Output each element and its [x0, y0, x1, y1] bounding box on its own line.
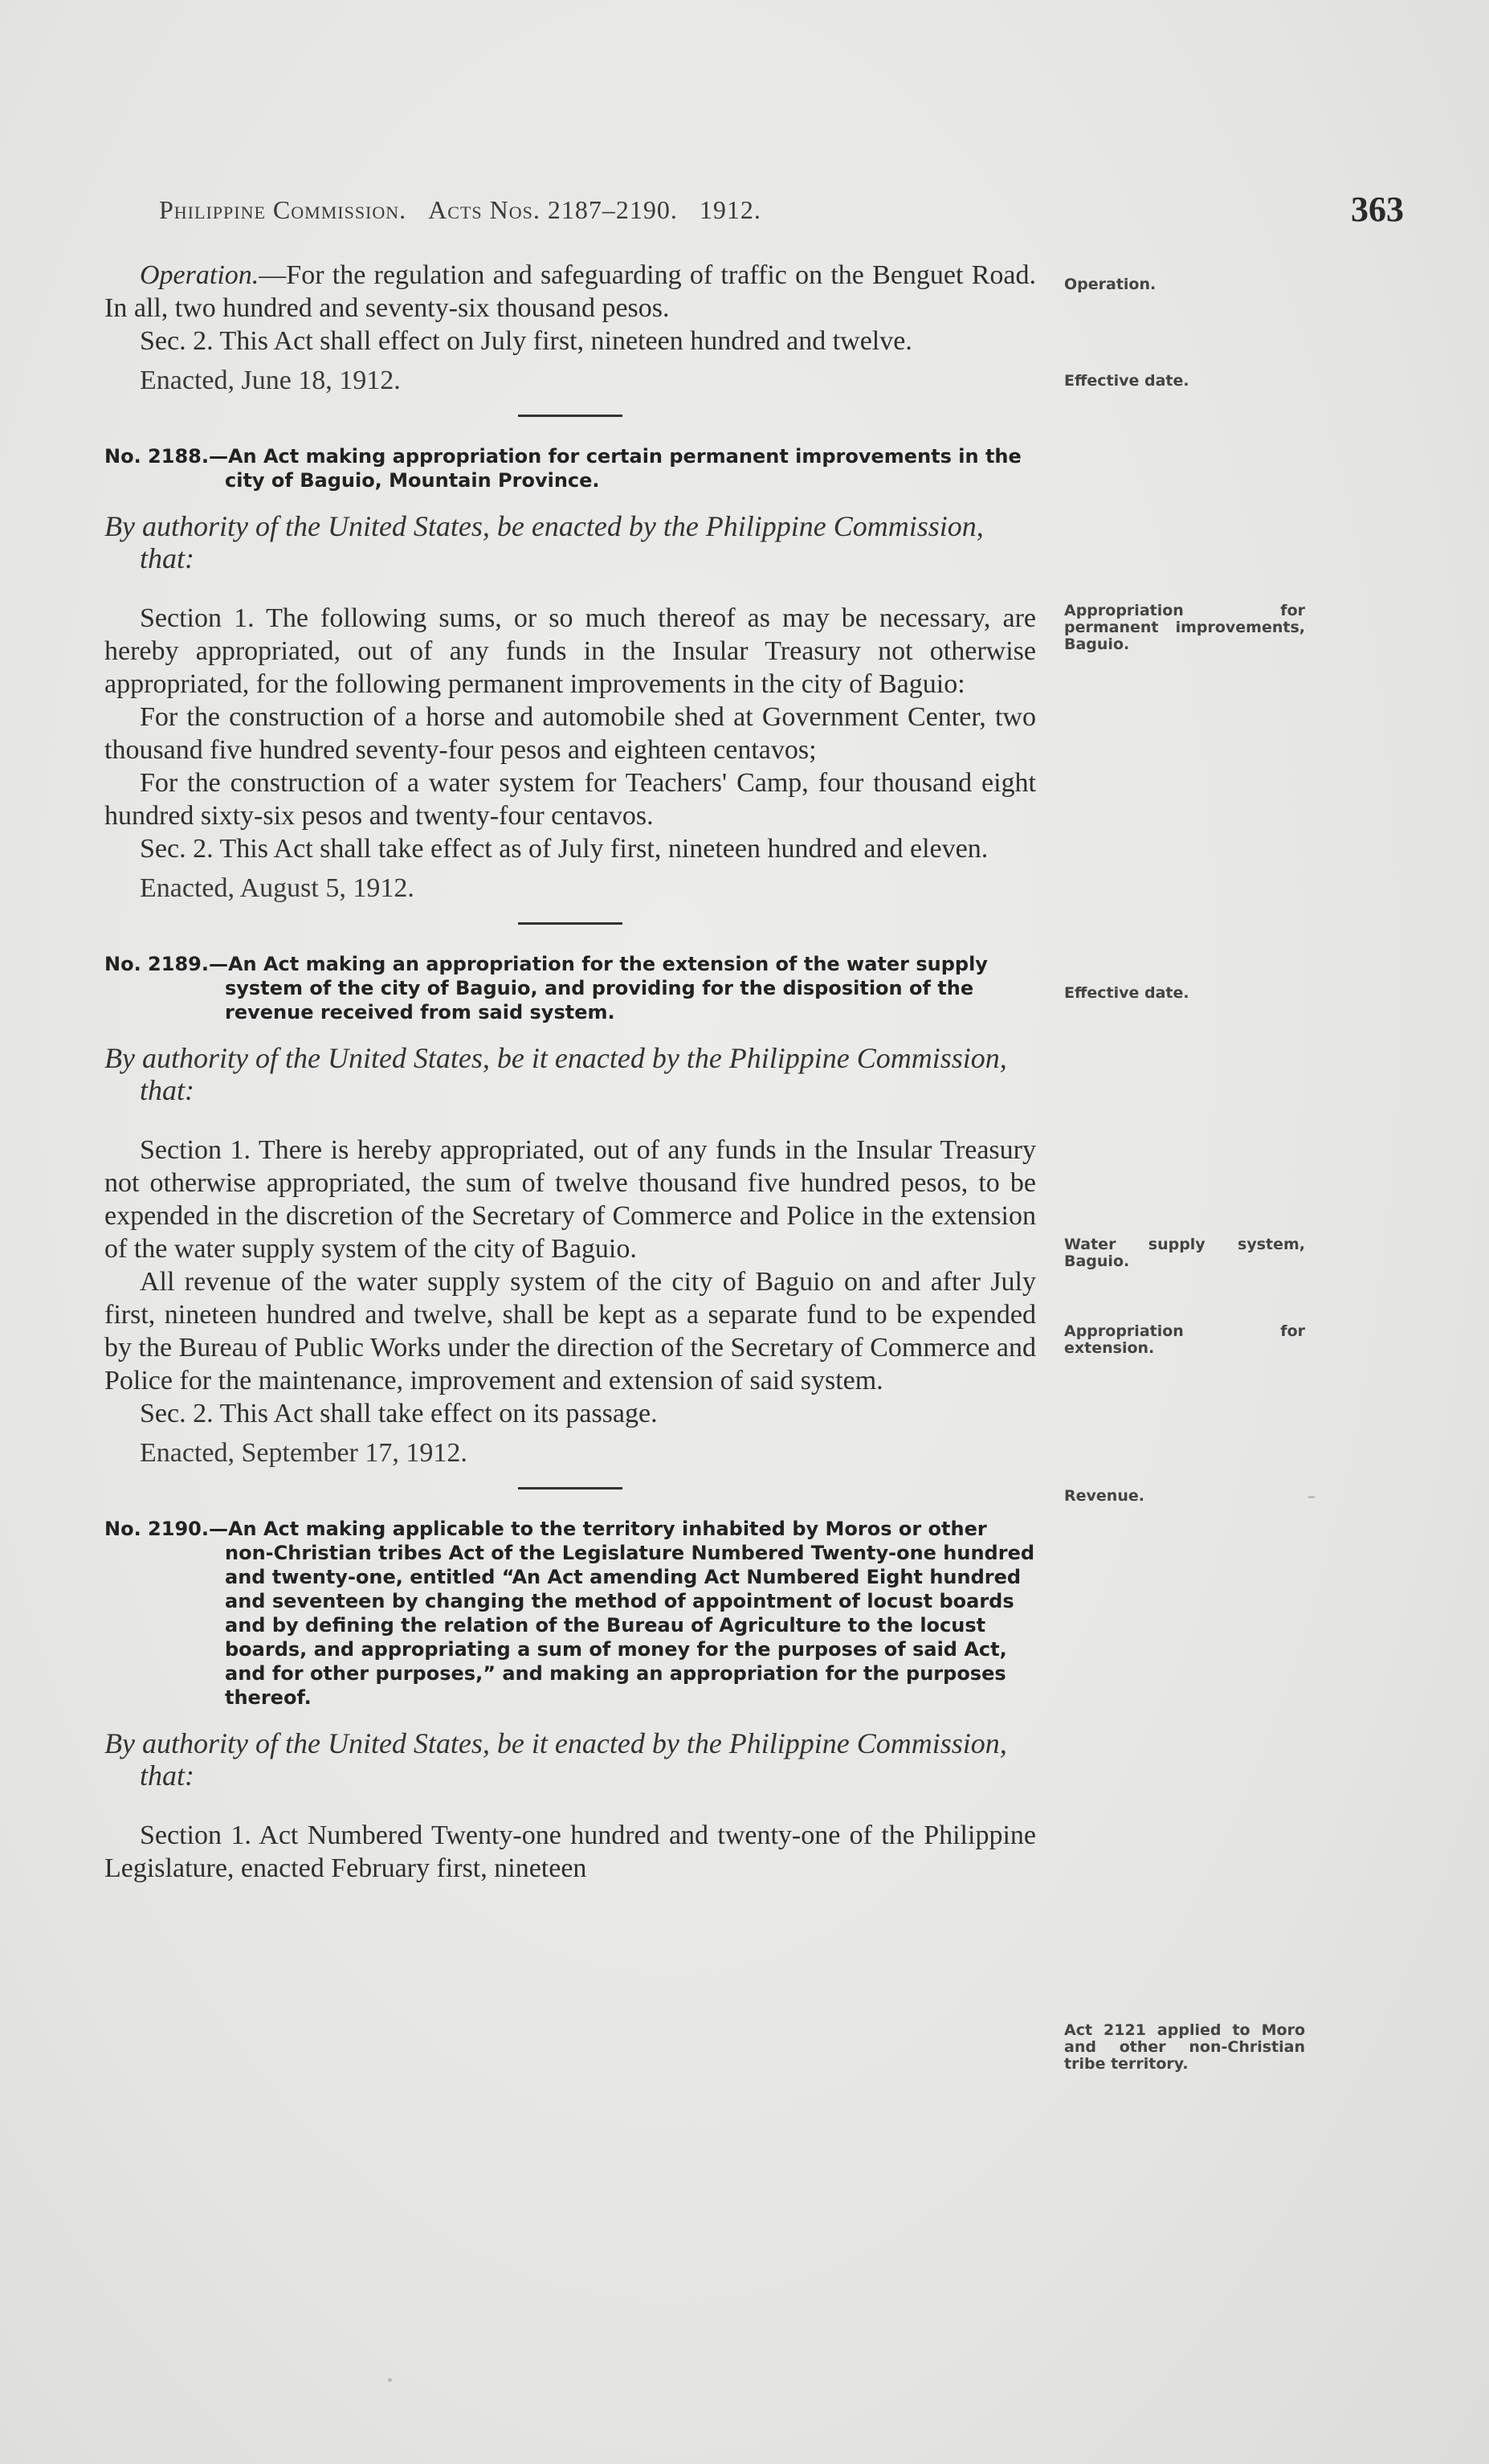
act-2188-item-2: For the construction of a water system for Teachers' Camp, four thousand eight hundred sixty-six pesos and twenty-four centavos. [104, 768, 1036, 831]
act-2189-revenue: All revenue of the water supply system of the city of Baguio on and after July first, nineteen hundred and twelve, shall be kept as a separate fund to be expended by the Bureau of Public Works under the direction of the Secretary of Commerce and Police for the maintenance, improvement and extension of said system. [104, 1267, 1036, 1395]
running-head-commission: Philippine Commission. [159, 195, 407, 224]
act-2189-title-text: —An Act making an appropriation for the extension of the water supply system of the city of Baguio, and providing for the disposition of the revenue received from said system. [208, 953, 988, 1024]
main-text [104, 259, 1036, 1885]
note-act-2121: Act 2121 applied to Moro and other non-Christian tribe territory. [1064, 2021, 1305, 2073]
act-2188-authority: By authority of the United States, be enacted by the Philippine Commission, that: [104, 510, 984, 574]
running-head [159, 195, 761, 225]
act-2188-title [104, 444, 1036, 492]
section-2-paragraph: Sec. 2. This Act shall effect on July first, nineteen hundred and twelve. [140, 326, 912, 356]
act-2188-section-2: Sec. 2. This Act shall take effect as of July first, nineteen hundred and eleven. [140, 834, 989, 864]
operation-label: Operation. [140, 260, 259, 290]
page-header [159, 189, 1404, 237]
act-2189-enacted: Enacted, September 17, 1912. [140, 1438, 467, 1468]
act-2189-authority: By authority of the United States, be it enacted by the Philippine Commission, that: [104, 1042, 1007, 1106]
operation-paragraph [104, 259, 1036, 325]
running-head-acts: Acts Nos. 2187–2190. [428, 195, 678, 224]
note-appropriation-baguio: Appropriation for permanent improvements, Baguio. [1064, 602, 1305, 653]
act-2190-authority: By authority of the United States, be it enacted by the Philippine Commission, that: [104, 1727, 1007, 1792]
page-number: 363 [1351, 190, 1404, 229]
enacted-date: Enacted, June 18, 1912. [140, 366, 401, 395]
scan-speck [388, 2378, 392, 2382]
note-revenue: Revenue. [1064, 1487, 1144, 1505]
operation-rest: —For the regulation and safeguarding of traffic on the Benguet Road. In all, two hundred and seventy-six thousand pesos. [104, 260, 1036, 323]
act-2189-section-1: Section 1. There is hereby appropriated, out of any funds in the Insular Treasury not otherwise appropriated, the sum of twelve thousand five hundred pesos, to be expended in the discretion of the Secretary of Commerce and Police in the extension of the water supply system of the city of Baguio. [104, 1135, 1036, 1264]
running-head-year: 1912. [699, 195, 761, 224]
act-2190-number: No. 2190. [104, 1518, 209, 1540]
divider-rule [518, 922, 622, 925]
act-2188-enacted: Enacted, August 5, 1912. [140, 873, 414, 903]
act-2190-section-1: Section 1. Act Numbered Twenty-one hundred and twenty-one of the Philippine Legislature, enacted February first, nineteen [104, 1820, 1036, 1883]
note-operation: Operation. [1064, 276, 1157, 293]
act-2188-item-1: For the construction of a horse and automobile shed at Government Center, two thousand five hundred seventy-four pesos and eighteen centavos; [104, 702, 1036, 765]
note-appropriation-extension: Appropriation for extension. [1064, 1322, 1305, 1357]
note-effective-date-2: Effective date. [1064, 984, 1189, 1002]
scan-speck [1307, 1496, 1316, 1498]
act-2190-title-text: —An Act making applicable to the territory inhabited by Moros or other non-Christian tribes Act of the Legislature Numbered Twenty-one hundred and twenty-one, entitled “An Act amending Act Numbered Eight hundred and seventeen by changing the method of appointment of locust boards and by defining the relation of the Bureau of Agriculture to the locust boards, and appropriating a sum of money for the purposes of said Act, and for other purposes,” and making an appropriation for the purposes thereof. [208, 1518, 1035, 1709]
note-effective-date: Effective date. [1064, 372, 1189, 390]
act-2188-section-1: Section 1. The following sums, or so much thereof as may be necessary, are hereby appropriated, out of any funds in the Insular Treasury not otherwise appropriated, for the following permanent improvements in the city of Baguio: [104, 603, 1036, 699]
act-2189-section-2: Sec. 2. This Act shall take effect on its passage. [140, 1399, 658, 1428]
divider-rule [518, 1487, 622, 1489]
act-2190-title [104, 1517, 1036, 1710]
act-2189-title [104, 952, 1036, 1024]
note-water-supply: Water supply system, Baguio. [1064, 1236, 1305, 1270]
divider-rule [518, 415, 622, 417]
act-2189-number: No. 2189. [104, 953, 209, 975]
act-2188-title-text: —An Act making appropriation for certain permanent improvements in the city of Baguio, Mountain Province. [208, 445, 1022, 492]
act-2188-number: No. 2188. [104, 445, 209, 468]
